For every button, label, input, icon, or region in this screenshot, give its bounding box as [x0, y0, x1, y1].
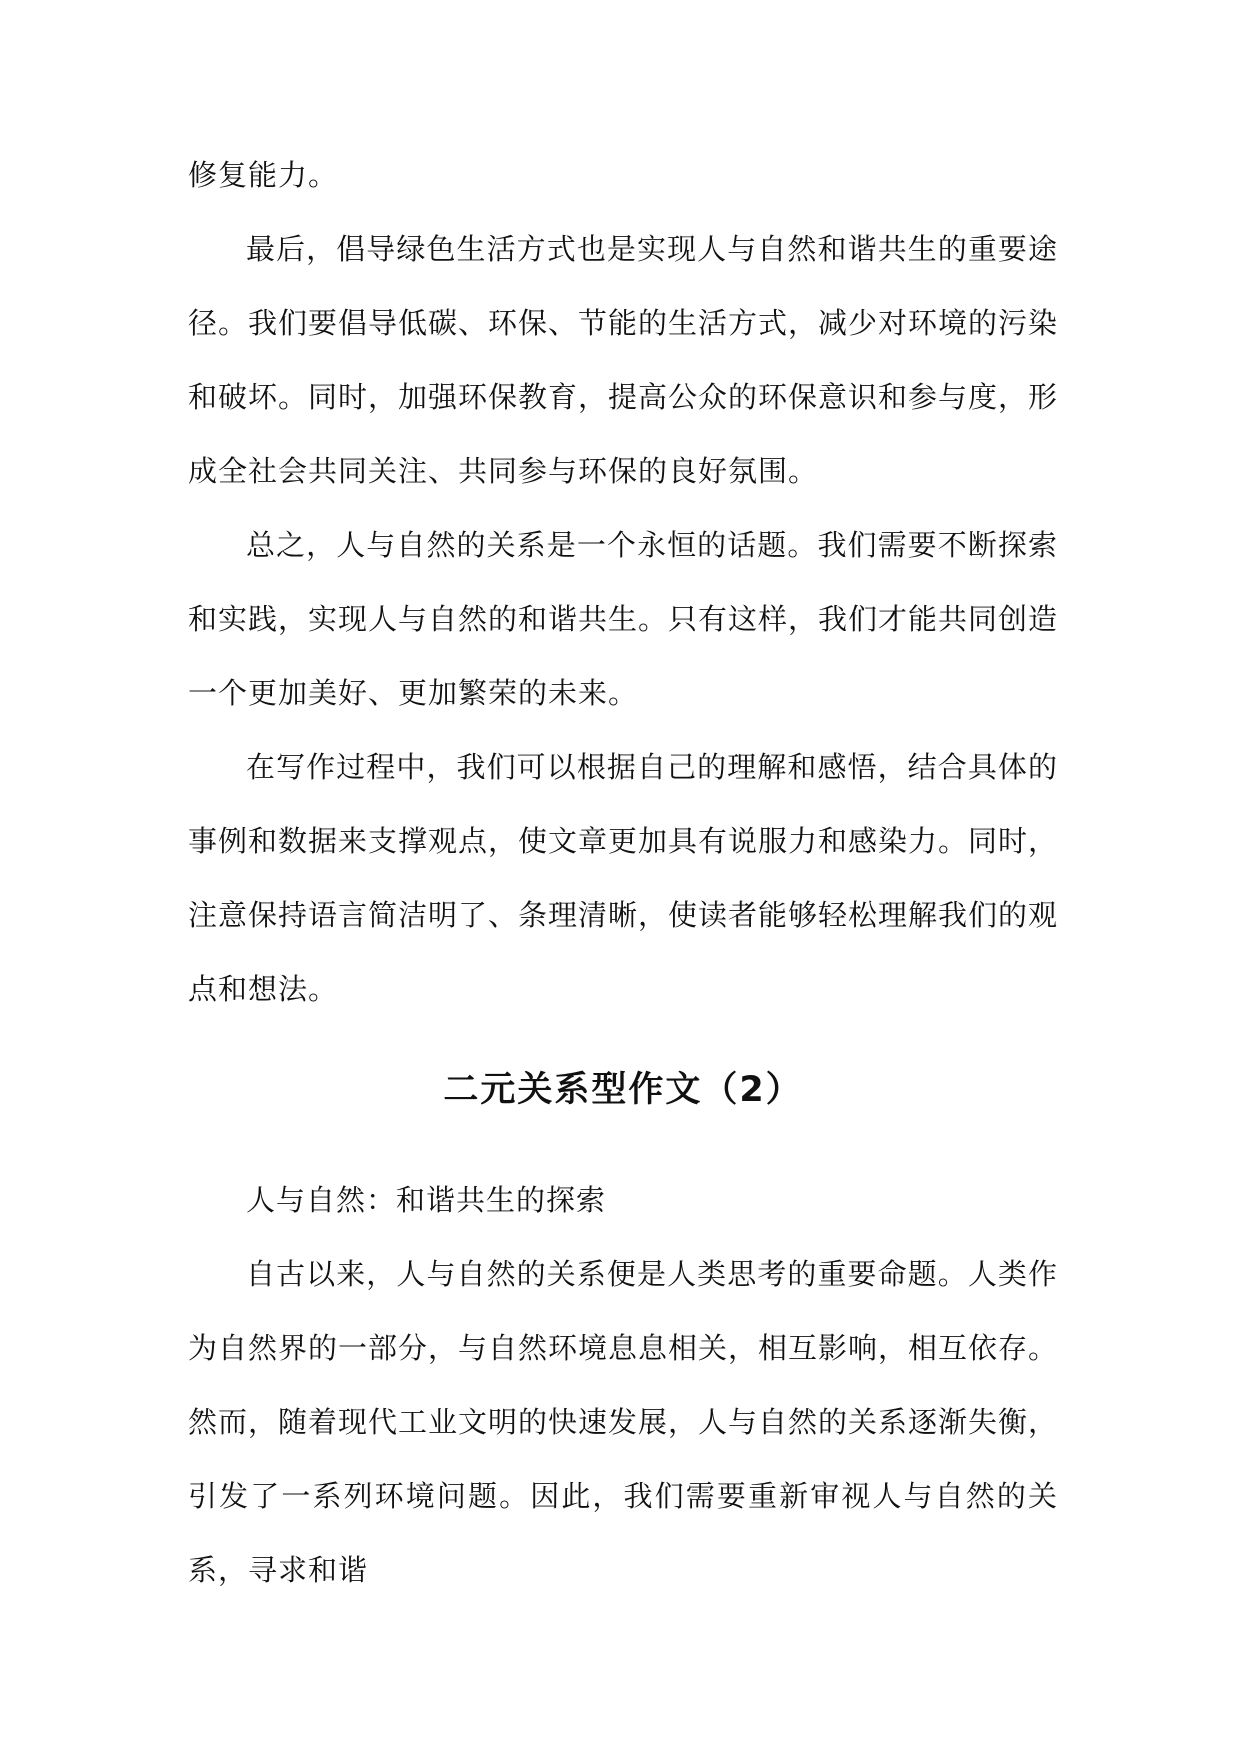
- document-body: [188, 138, 1058, 1607]
- section-title: 二元关系型作文（2）: [443, 1070, 803, 1110]
- paragraph-green-lifestyle: 最后，倡导绿色生活方式也是实现人与自然和谐共生的重要途径。我们要倡导低碳、环保、节能的生活方式，减少对环境的污染和破坏。同时，加强环保教育，提高公众的环保意识和参与度，形成全社会共同关注、共同参与环保的良好氛围。: [188, 232, 1059, 488]
- paragraph-writing-tips: 在写作过程中，我们可以根据自己的理解和感悟，结合具体的事例和数据来支撑观点，使文章更加具有说服力和感染力。同时，注意保持语言简洁明了、条理清晰，使读者能够轻松理解我们的观点和想法。: [188, 750, 1059, 1006]
- essay-subtitle: 人与自然：和谐共生的探索: [246, 1183, 607, 1217]
- paragraph-intro: 自古以来，人与自然的关系便是人类思考的重要命题。人类作为自然界的一部分，与自然环境息息相关，相互影响，相互依存。然而，随着现代工业文明的快速发展，人与自然的关系逐渐失衡，引发了一系列环境问题。因此，我们需要重新审视人与自然的关系，寻求和谐: [188, 1257, 1059, 1587]
- paragraph-conclusion: 总之，人与自然的关系是一个永恒的话题。我们需要不断探索和实践，实现人与自然的和谐共生。只有这样，我们才能共同创造一个更加美好、更加繁荣的未来。: [188, 528, 1059, 710]
- paragraph-continuation: 修复能力。: [188, 158, 339, 192]
